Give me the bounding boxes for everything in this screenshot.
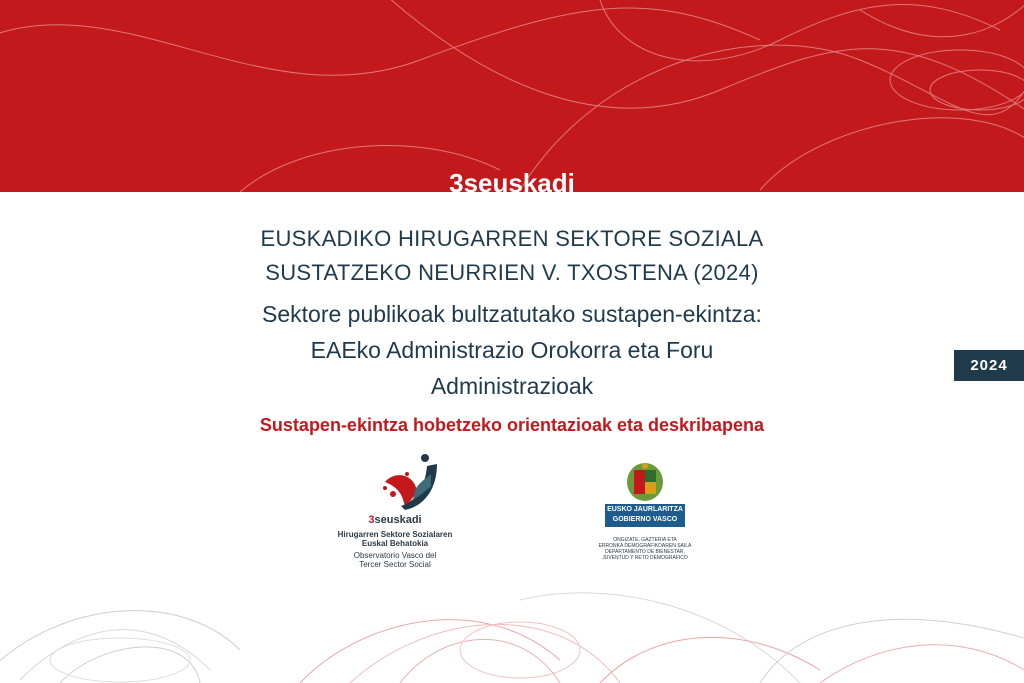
- coat-of-arms-icon: [625, 462, 665, 502]
- report-title-line-2: SUSTATZEKO NEURRIEN V. TXOSTENA (2024): [265, 260, 759, 285]
- bottom-swirl-decoration: [0, 560, 1024, 683]
- banner-swirl-decoration: [0, 0, 1024, 192]
- brand-title: 3seuskadi: [449, 168, 575, 192]
- observatory-logo-spanish-name: Observatorio Vasco del Tercer Sector Social: [353, 551, 437, 569]
- report-subtitle-line-3: Administrazioak: [430, 373, 594, 399]
- observatory-logo: [320, 452, 480, 572]
- report-subtitle-line-1: Sektore publikoak bultzatutako sustapen-ekintza:: [262, 301, 762, 327]
- report-subtitle-line-2: EAEko Administrazio Orokorra eta Foru: [310, 337, 714, 363]
- basque-government-logo: [595, 462, 705, 572]
- observatory-logo-mark-icon: [345, 452, 445, 510]
- report-subtitle: [0, 296, 1024, 404]
- year-badge: 2024: [954, 350, 1024, 381]
- report-title: [0, 222, 1024, 290]
- government-name-box: EUSKO JAURLARITZA GOBIERNO VASCO: [605, 504, 685, 527]
- report-tagline: Sustapen-ekintza hobetzeko orientazioak eta deskribapena: [259, 415, 765, 435]
- observatory-logo-basque-name: Hirugarren Sektore Sozialaren Euskal Behatokia: [337, 530, 453, 548]
- report-title-line-1: EUSKADIKO HIRUGARREN SEKTORE SOZIALA: [260, 226, 764, 251]
- observatory-logo-name: 3seuskadi: [368, 514, 422, 526]
- top-banner: [0, 0, 1024, 192]
- department-name: ONGIZATE, GAZTERIA ETA ERRONKA DEMOGRAFIKOAREN SAILA DEPARTAMENTO DE BIENESTAR, JUVENTUD Y RETO DEMOGRÁFICO: [598, 537, 692, 561]
